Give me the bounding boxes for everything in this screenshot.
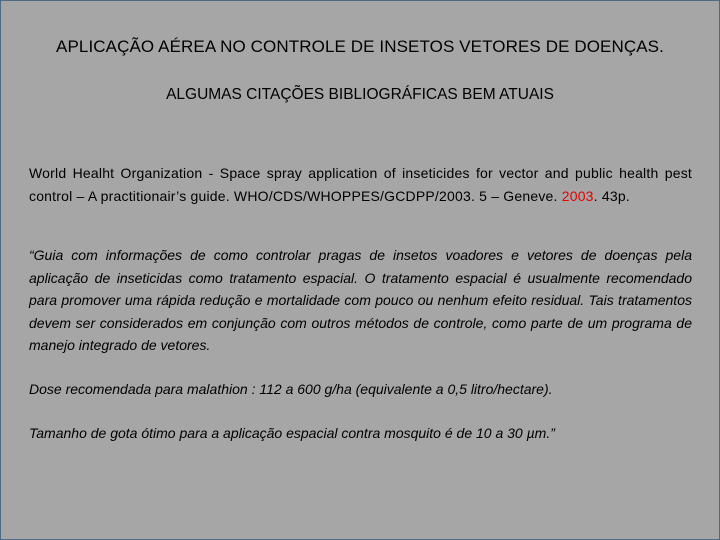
quote-paragraph: “Guia com informações de como controlar pragas de insetos voadores e vetores de doenças pela aplicação de inseticidas como tratamento espacial. O tratamento espacial é usualmente recomendado para promover uma rápida redução e mortalidade com pouco ou nenhum efeito residual. Tais tratamentos devem ser considerados em conjunção com outros métodos de controle, como parte de um programa de manejo integrado de vetores. — [29, 247, 692, 353]
dose-paragraph: Dose recomendada para malathion : 112 a 600 g/ha (equivalente a 0,5 litro/hectare). — [29, 381, 553, 397]
slide-subtitle: ALGUMAS CITAÇÕES BIBLIOGRÁFICAS BEM ATUAIS — [166, 86, 554, 103]
reference-pages: . 43p. — [593, 187, 630, 204]
slide-title: APLICAÇÃO AÉREA NO CONTROLE DE INSETOS VETORES DE DOENÇAS. — [56, 37, 664, 56]
reference-year: 2003 — [561, 187, 594, 204]
bibliographic-reference — [29, 162, 692, 207]
reference-text: World Healht Organization - Space spray application of inseticides for vector and public health pest control – A practitionair’s guide. WHO/CDS/WHOPPES/GCDPP/2003. 5 – Geneve. — [29, 165, 692, 204]
droplet-size-paragraph: Tamanho de gota ótimo para a aplicação espacial contra mosquito é de 10 a 30 µm.” — [29, 425, 555, 441]
